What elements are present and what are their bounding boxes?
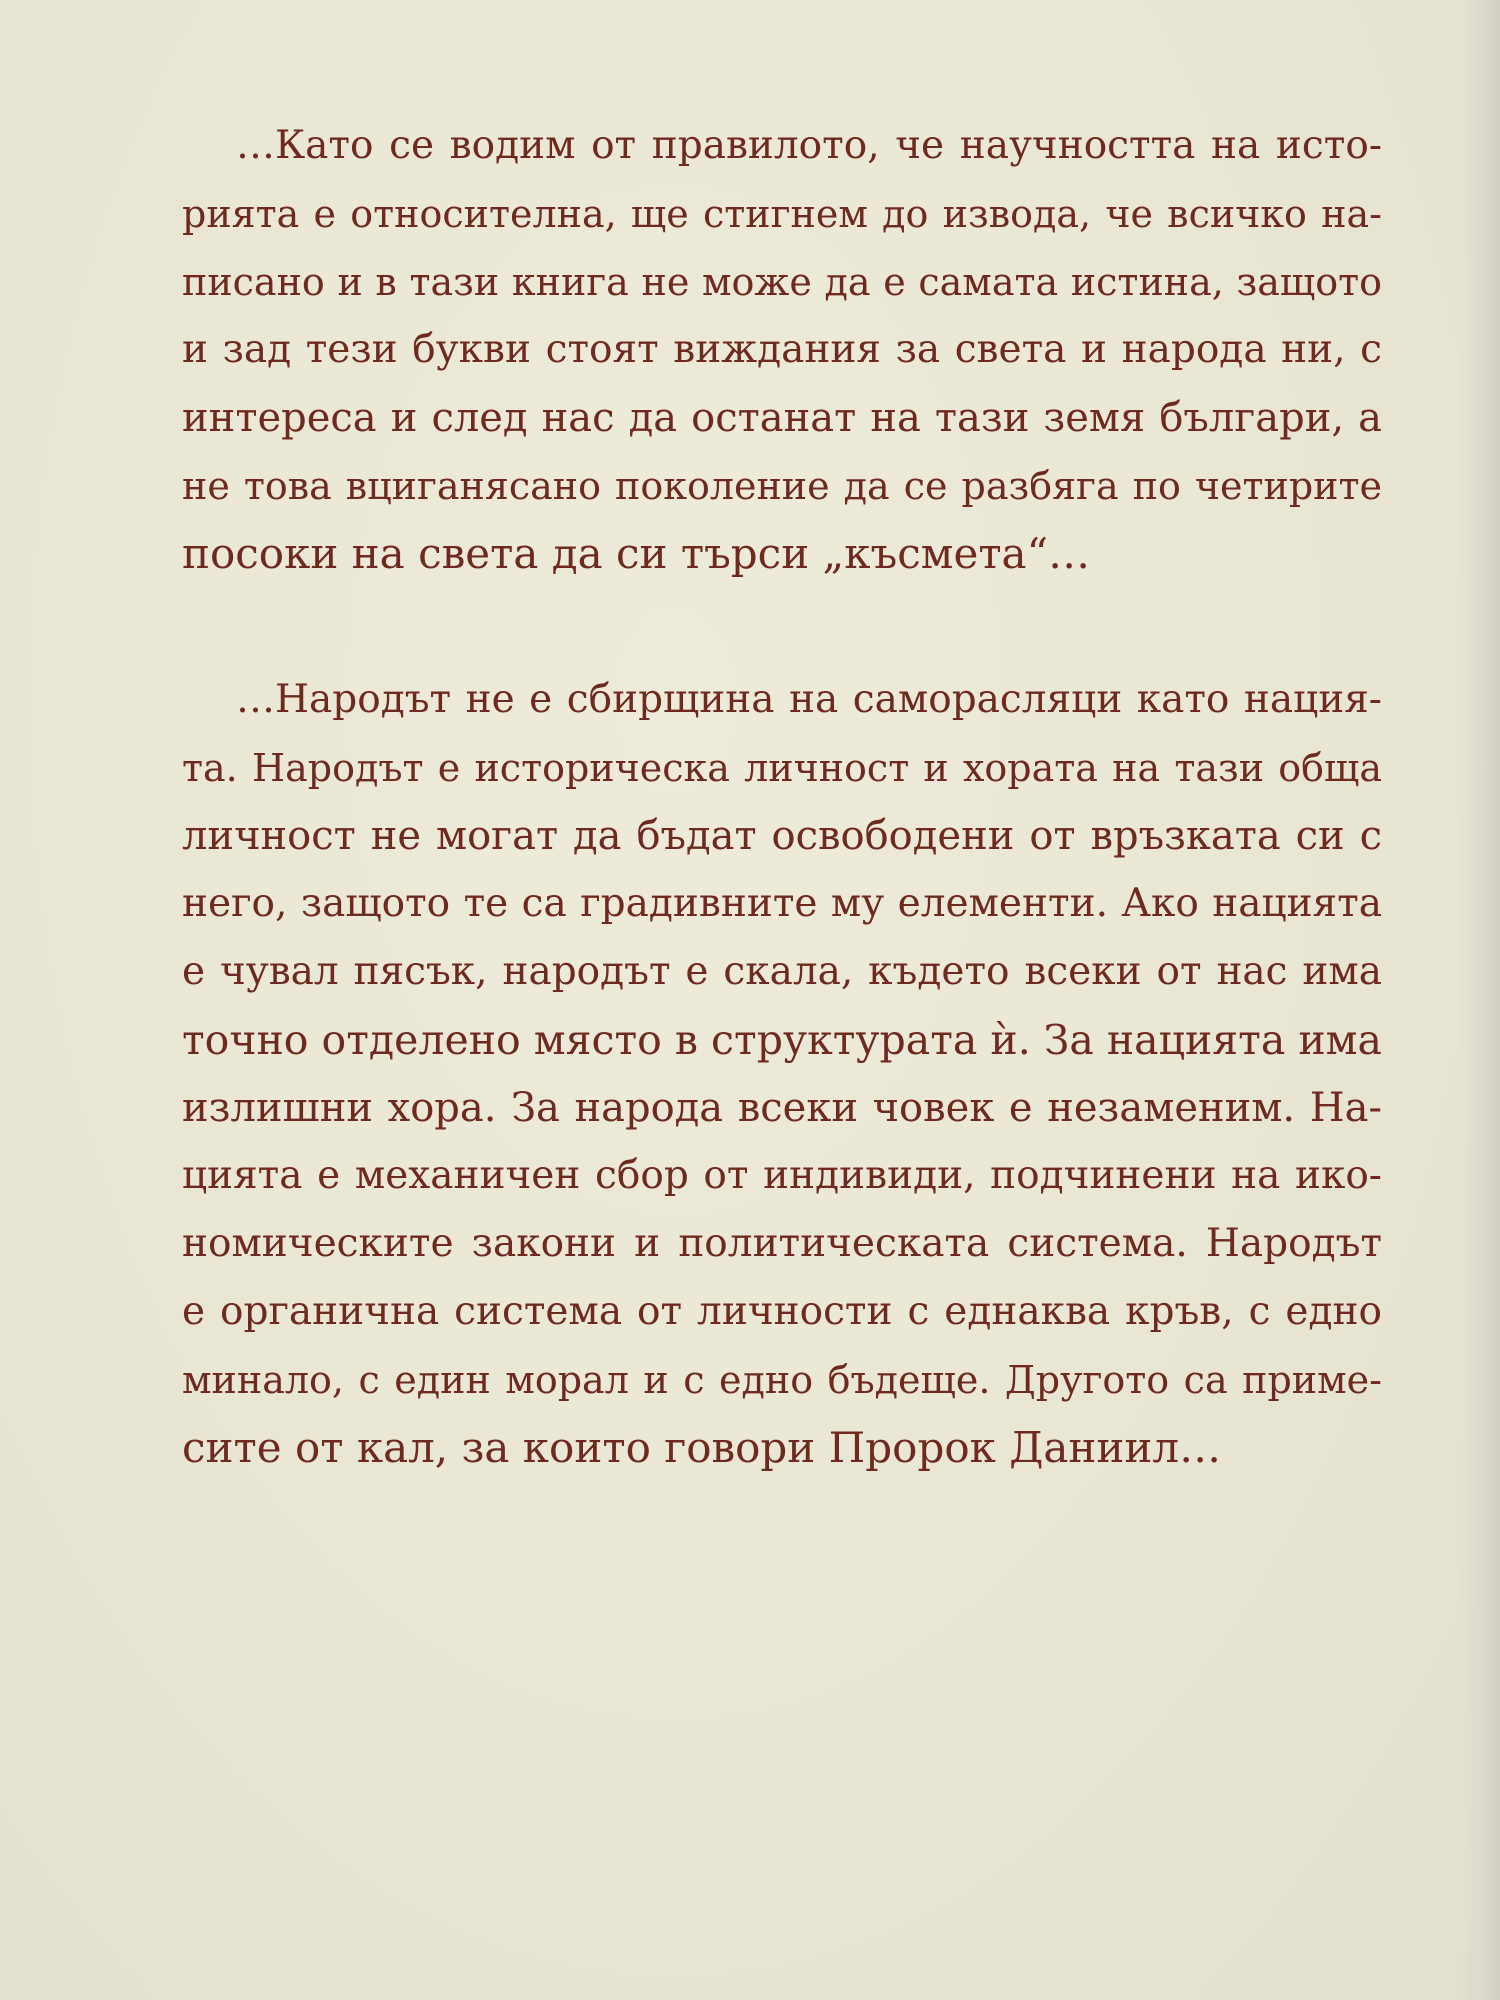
text-line: е чувал пясък, народът е скала, където всеки от нас има	[182, 949, 1382, 994]
text-line: сите от кал, за които говори Пророк Даниил…	[182, 1423, 1222, 1472]
paragraph-1	[182, 112, 1382, 588]
text-line: посоки на света да си търси „късмета“…	[182, 529, 1091, 578]
text-line: излишни хора. За народа всеки човек е незаменим. На-	[182, 1085, 1382, 1131]
text-line: цията е механичен сбор от индивиди, подчинени на ико-	[182, 1153, 1382, 1198]
text-line: номическите закони и политическата система. Народът	[182, 1221, 1382, 1266]
text-line: него, защото те са градивните му елементи. Ако нацията	[182, 881, 1382, 926]
text-line: е органична система от личности с еднаква кръв, с едно	[182, 1289, 1382, 1334]
text-line: минало, с един морал и с едно бъдеще. Другото са приме-	[182, 1358, 1382, 1402]
text-line: личност не могат да бъдат освободени от връзката си с	[182, 813, 1382, 859]
text-line: и зад тези букви стоят виждания за света и народа ни, с	[182, 327, 1382, 372]
text-line: …Народът не е сбирщина на саморасляци като нация-	[236, 677, 1382, 722]
text-line: не това вциганясано поколение да се разбяга по четирите	[182, 464, 1382, 508]
text-line: та. Народът е историческа личност и хората на тази обща	[182, 746, 1382, 790]
text-line: точно отделено място в структурата ѝ. За нацията има	[182, 1016, 1382, 1064]
text-line: интереса и след нас да останат на тази земя българи, а	[182, 395, 1382, 441]
text-line: писано и в тази книга не може да е самата истина, защото	[182, 260, 1382, 304]
page-edge-shadow	[1460, 0, 1500, 2000]
paragraph-2	[182, 666, 1382, 1482]
text-line: …Като се водим от правилото, че научността на исто-	[236, 123, 1382, 168]
text-line: рията е относителна, ще стигнем до извода, че всичко на-	[182, 192, 1382, 236]
